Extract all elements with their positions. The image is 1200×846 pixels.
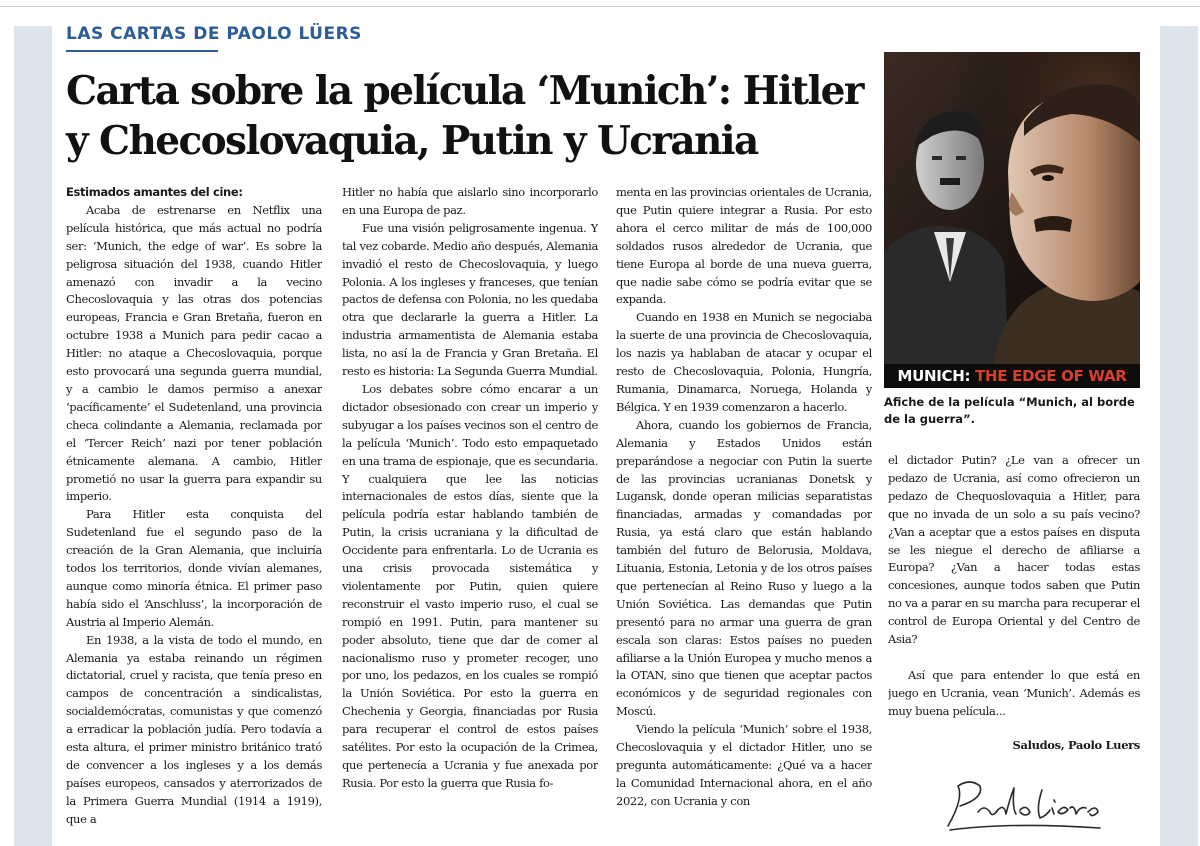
section-rule [66,50,218,52]
paragraph: Ahora, cuando los gobiernos de Francia, Alemania y Estados Unidos están preparándose a negociar con Putin la suerte de las provincias ucranianas Donetsk y Lugansk, donde operan milicias separatistas financiadas, armadas y comandadas por Rusia, ya está claro que están hablando también del futuro de Belorusia, Moldava, Lituania, Estonia, Letonia y de los otros países que pertenecían al Reino Ruso y luego a la Unión Soviética. Las demandas que Putin presentó para no armar una guerra de gran escala son claras: Estos países no pueden afiliarse a la Unión Europea y mucho menos a la OTAN, sino que tienen que aceptar pactos económicos y de seguridad regionales con Moscú. [616,417,872,719]
paragraph: En 1938, a la vista de todo el mundo, en Alemania ya estaba reinando un régimen dictatorial, cruel y racista, que tenía preso en campos de concentración a sindicalistas, socialdemócratas, comunistas y que comenzó a erradicar la población judía. Pero todavía a esta altura, el primer ministro británico trató de convencer a los ingleses y a los demás países europeos, cansados y aterrorizados de la Primera Guerra Mundial (1914 a 1919), que a [66,632,322,826]
poster-title [884,364,1140,388]
article-column-1 [66,184,322,836]
closing-signoff: Saludos, Paolo Luers [1012,737,1140,752]
paragraph: Para Hitler esta conquista del Sudetenland fue el segundo paso de la creación de la Gran Alemania, que incluiría todos los territorios, donde vivían alemanes, aunque como minoría étnica. El primer paso había sido el ‘Anschluss’, la incorporación de Austria al Imperio Alemán. [66,507,322,629]
photo-caption: Afiche de la película “Munich, al borde de la guerra”. [884,395,1135,426]
paragraph: el dictador Putin? ¿Le van a ofrecer un pedazo de Ucrania, así como ofrecieron un pedazo de Chequoslovaquia a Hitler, para que no invada de un solo a su país vecino? ¿Van a aceptar que a estos países en disputa se les niegue el derecho de afiliarse a Europa? ¿Van a hacer todas estas concesiones, aunque todos saben que Putin no va a parar en su marcha para recuperar el control de Europa Oriental y del Centro de Asia? [888,453,1140,647]
movie-poster-photo [884,52,1140,388]
poster-title-main: MUNICH: [897,367,971,385]
headline: Carta sobre la película ‘Munich’: Hitler y Checoslovaquia, Putin y Ucrania [66,68,863,164]
article-column-2 [342,184,598,836]
paragraph: Hitler no había que aislarlo sino incorporarlo en una Europa de paz. [342,185,598,217]
poster-title-accent: THE EDGE OF WAR [975,367,1127,385]
section-label: LAS CARTAS DE PAOLO LÜERS [66,24,362,44]
top-rule [0,6,1200,7]
paragraph: Cuando en 1938 en Munich se negociaba la suerte de una provincia de Checoslovaquia, los nazis ya hablaban de atacar y ocupar el resto de Checoslovaquia, Polonia, Hungría, Rumania, Dinamarca, Noruega, Holanda y Bélgica. Y en 1939 comenzaron a hacerlo. [616,310,872,414]
poster-portraits-image [884,52,1140,364]
article-column-3 [616,184,872,836]
paragraph: Acaba de estrenarse en Netflix una película histórica, que más actual no podría ser: ‘Munich, the edge of war’. Es sobre la peligrosa situación del 1938, cuando Hitler amenazó con invadir a la vecino Checoslovaquia y las otras dos potencias europeas, Francia e Gran Bretaña, fueron en octubre 1938 a Munich para pedir cacao a Hitler: no ataque a Checoslovaquia, porque esto provocará una segunda guerra mundial, y a cambio le damos permiso a anexar ‘pacíficamente’ el Sudetenland, una provincia checa colindante a Alemania, reclamada por el ‘Tercer Reich’ nazi por tener población étnicamente alemana. A cambio, Hitler prometió no usar la guerra para expandir su imperio. [66,202,322,504]
left-margin-strip [14,26,52,846]
salutation: Estimados amantes del cine: [66,185,243,199]
handwritten-signature [940,768,1110,838]
right-margin-strip [1160,26,1198,846]
paragraph: Los debates sobre cómo encarar a un dictador obsesionado con crear un imperio y subyugar a los países vecinos son el centro de la película ‘Munich’. Todo esto empaquetado en una trama de espionaje, que es secundaria. Y cualquiera que lee las noticias internacionales de estos días, siente que la película podría estar hablando también de Putin, la crisis ucraniana y la dificultad de Occidente para enfrentarla. Lo de Ucrania es una crisis provocada sistemática y violentamente por Putin, quien quiere reconstruir el vasto imperio ruso, el cual se rompió en 1991. Putin, para mantener su poder absoluto, tiene que dar de comer al nacionalismo ruso y prometer recoger, uno por uno, los pedazos, en los cuales se rompió la Unión Soviética. Por esto la guerra en Chechenia y Georgia, financiadas por Rusia para recuperar el control de estos países satélites. Por esto la ocupación de la Crimea, que pertenecía a Ucrania y fue anexada por Rusia. Por esto la guerra que Rusia fo- [342,381,598,790]
paragraph: Así que para entender lo que está en juego en Ucrania, vean ‘Munich’. Además es muy buena película... [888,667,1140,718]
paragraph: Fue una visión peligrosamente ingenua. Y tal vez cobarde. Medio año después, Alemania invadió el resto de Checoslovaquia, y luego Polonia. A los ingleses y franceses, que tenían pactos de defensa con Polonia, no les quedaba otra que declararle la guerra a Hitler. La industria armamentista de Alemania estaba lista, no así la de Francia y Gran Bretaña. El resto es historia: La Segunda Guerra Mundial. [342,220,598,379]
paragraph: Viendo la película ‘Munich’ sobre el 1938, Checoslovaquia y el dictador Hitler, uno se pregunta automáticamente: ¿Qué va a hacer la Comunidad Internacional ahora, en el año 2022, con Ucrania y con [616,722,872,808]
paragraph: menta en las provincias orientales de Ucrania, que Putin quiere integrar a Rusia. Por esto ahora el cerco militar de más de 100,000 soldados rusos alrededor de Ucrania, que tiene Europa al borde de una nueva guerra, que nadie sabe cómo se podría evitar que se expanda. [616,185,872,307]
